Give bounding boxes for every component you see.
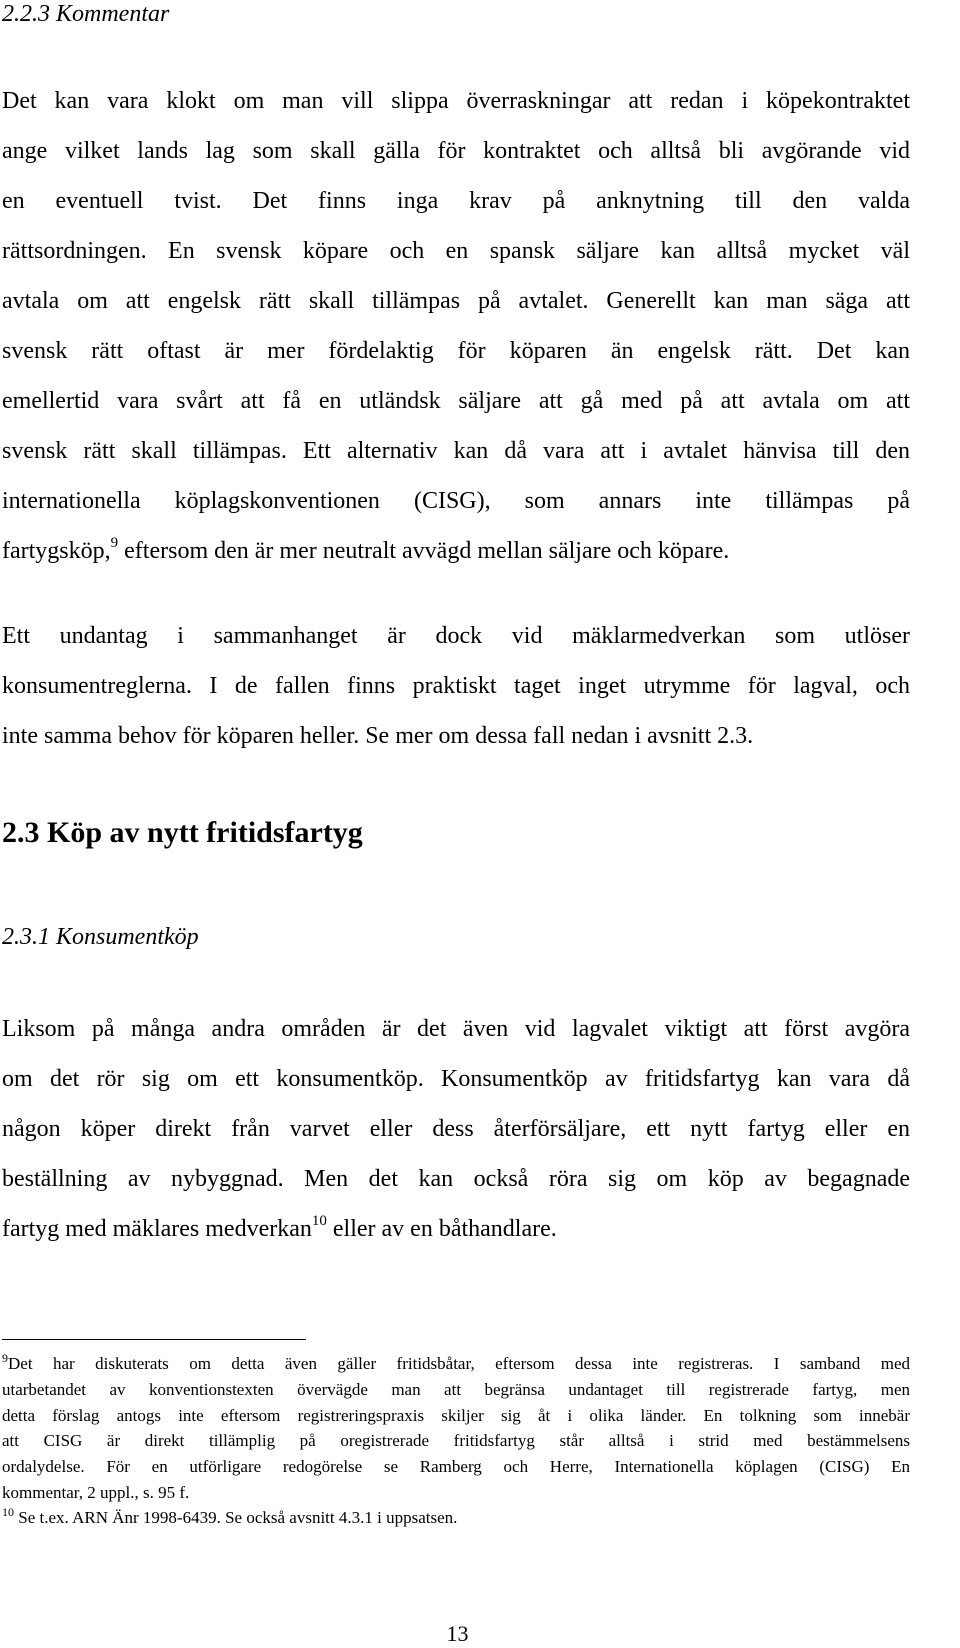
text-line: Ett undantag i sammanhanget är dock vid mäklarmedverkan som utlöser [2,623,910,649]
footnote-ref-10[interactable]: 10 [311,1213,327,1229]
text-line: Det kan vara klokt om man vill slippa överraskningar att redan i köpekontraktet [2,88,910,114]
section-heading-2-3-1: 2.3.1 Konsumentköp [2,924,199,950]
text-line: om det rör sig om ett konsumentköp. Konsumentköp av fritidsfartyg kan vara då [2,1066,910,1092]
text-line: internationella köplagskonventionen (CISG), som annars inte tillämpas på [2,488,910,514]
footnote-line: ordalydelse. För en utförligare redogörelse se Ramberg och Herre, Internationella köplagen (CISG) En [2,1457,910,1477]
text-fragment: Det har diskuterats om detta även gäller fritidsbåtar, eftersom dessa inte registreras. I samband med [8,1354,910,1373]
text-line: beställning av nybyggnad. Men det kan också röra sig om köp av begagnade [2,1166,910,1192]
text-line: konsumentreglerna. I de fallen finns praktiskt taget inget utrymme för lagval, och [2,673,910,699]
text-line: inte samma behov för köparen heller. Se mer om dessa fall nedan i avsnitt 2.3. [2,723,754,749]
text-fragment: Se t.ex. ARN Änr 1998-6439. Se också avsnitt 4.3.1 i uppsatsen. [18,1508,458,1527]
text-fragment: eller av en båthandlare. [326,1216,557,1242]
text-line: rättsordningen. En svensk köpare och en spansk säljare kan alltså mycket väl [2,238,910,264]
text-line: någon köper direkt från varvet eller dess återförsäljare, ett nytt fartyg eller en [2,1116,910,1142]
paragraph-kommentar-1 [2,86,910,586]
text-fragment: fartygsköp, [2,538,111,564]
footnote-line: detta förslag antogs inte eftersom registreringspraxis skiljer sig åt i olika länder. En tolkning som innebär [2,1405,910,1425]
text-line: svensk rätt oftast är mer fördelaktig för köparen än engelsk rätt. Det kan [2,338,910,364]
section-heading-2-3: 2.3 Köp av nytt fritidsfartyg [2,816,363,849]
text-line: en eventuell tvist. Det finns inga krav på anknytning till den valda [2,188,910,214]
section-heading-2-2-3: 2.2.3 Kommentar [2,1,170,27]
footnote-line: kommentar, 2 uppl., s. 95 f. [2,1482,190,1502]
text-line [2,1214,910,1264]
paragraph-konsumentkop [2,1014,910,1264]
footnote-line [2,1353,910,1379]
text-line: svensk rätt skall tillämpas. Ett alternativ kan då vara att i avtalet hänvisa till den [2,438,910,464]
footnote-line: att CISG är direkt tillämplig på oregistrerade fritidsfartyg står alltså i strid med bestämmelsens [2,1431,910,1451]
footnote-line [2,1507,910,1533]
footnote-ref-9[interactable]: 9 [110,535,119,551]
footnote-9 [2,1353,910,1508]
footnote-number: 10 [2,1505,14,1519]
text-fragment: eftersom den är mer neutralt avvägd mellan säljare och köpare. [118,538,730,564]
footnote-10 [2,1507,910,1533]
paragraph-kommentar-2 [2,621,910,771]
footnote-line: utarbetandet av konventionstexten övervägde man att begränsa undantaget till registrerade fartyg, men [2,1379,910,1399]
footnote-divider [2,1339,306,1340]
text-line: emellertid vara svårt att få en utländsk säljare att gå med på att avtala om att [2,388,910,414]
text-line: avtala om att engelsk rätt skall tillämpas på avtalet. Generellt kan man säga att [2,288,910,314]
footnote-number: 9 [2,1351,8,1365]
text-fragment: fartyg med mäklares medverkan [2,1216,312,1242]
page-number: 13 [446,1621,469,1646]
text-line: ange vilket lands lag som skall gälla för kontraktet och alltså bli avgörande vid [2,138,910,164]
text-line: Liksom på många andra områden är det även vid lagvalet viktigt att först avgöra [2,1016,910,1042]
text-line [2,536,910,586]
